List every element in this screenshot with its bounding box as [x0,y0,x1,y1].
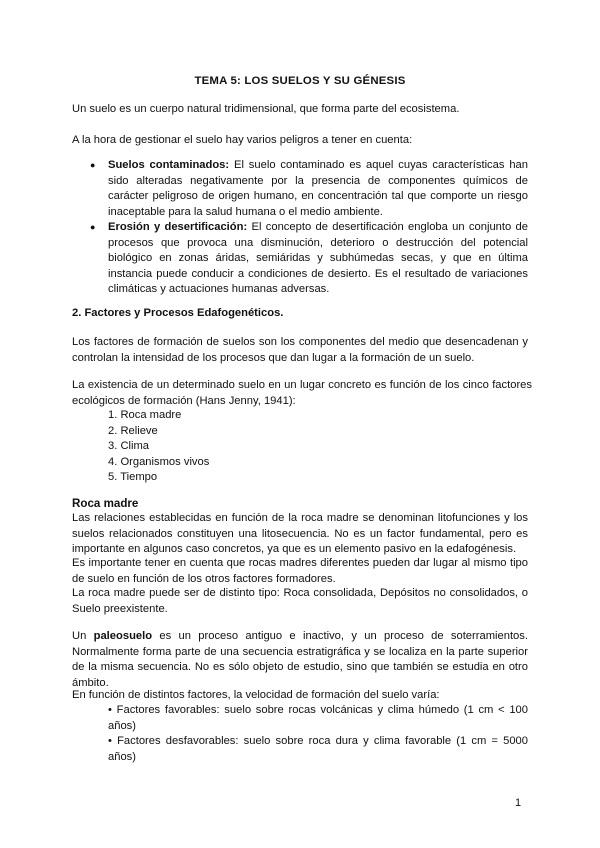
intro-paragraph-2: A la hora de gestionar el suelo hay varios peligros a tener en cuenta: [72,134,413,146]
section-2-paragraph-1: Los factores de formación de suelos son los componentes del medio que desencadenan y controlan la intensidad de los procesos que dan lugar a la formación de un suelo. [72,336,528,364]
list-item: • Factores desfavorables: suelo sobre roca dura y clima favorable (1 cm = 5000 años) [108,735,528,763]
page-number: 1 [515,797,522,809]
paleo-term: paleosuelo [93,630,153,642]
roca-paragraph-2: Es importante tener en cuenta que rocas madres diferentes pueden dar lugar al mismo tipo de suelo en función de los otros factores formadores. [72,557,528,585]
paleosuelo-paragraph [72,629,528,691]
bullet-icon: ● [90,160,96,170]
bullet-icon: ● [90,222,96,232]
intro-paragraph-1: Un suelo es un cuerpo natural tridimensional, que forma parte del ecosistema. [72,103,460,115]
list-item: 4. Organismos vivos [108,455,210,468]
factors-list [108,408,209,486]
list-item: 5. Tiempo [108,471,158,483]
list-item: 2. Relieve [108,424,158,437]
section-2-heading: 2. Factores y Procesos Edafogenéticos. [72,307,284,319]
list-item [90,220,528,298]
list-item: • Factores favorables: suelo sobre rocas volcánicas y clima húmedo (1 cm < 100 años) [108,704,528,732]
page-title: TEMA 5: LOS SUELOS Y SU GÉNESIS [194,75,406,87]
danger-text: El concepto de desertificación engloba un conjunto de procesos que provoca una disminución, deterioro o destrucción del potencial biológico en zonas áridas, semiáridas y subhúmedas secas, y que en última instancia puede conducir a condiciones de desierto. Es el resultado de variaciones climáticas y actuaciones humanas adversas. [108,221,528,295]
section-2-paragraph-2: La existencia de un determinado suelo en un lugar concreto es función de los cinco factores ecológicos de formación (Hans Jenny, 1941): [72,379,532,407]
danger-text: El suelo contaminado es aquel cuyas características han sido alteradas negativamente por la presencia de componentes químicos de carácter peligroso de origen humano, en concentración tal que comporte un riesgo inaceptable para la salud humana o el medio ambiente. [108,159,528,218]
dangers-list [90,158,528,298]
velocidad-list [108,703,528,765]
list-item [90,158,528,220]
velocidad-paragraph: En función de distintos factores, la velocidad de formación del suelo varía: [72,689,440,701]
danger-term: Suelos contaminados: [108,159,230,171]
paleo-text: es un proceso antiguo e inactivo, y un proceso de soterramientos. Normalmente forma parte de una secuencia estratigráfica y se localiza en la parte superior de la misma secuencia. No es sólo objeto de estudio, sino que también se estudia en otro ámbito. [72,630,528,689]
roca-madre-heading: Roca madre [72,497,139,510]
list-item: 3. Clima [108,440,150,452]
danger-term: Erosión y desertificación: [108,221,248,233]
roca-paragraph-3: La roca madre puede ser de distinto tipo: Roca consolidada, Depósitos no consolidados, o Suelo preexistente. [72,587,528,615]
paleo-prefix: Un [72,630,94,642]
roca-paragraph-1: Las relaciones establecidas en función de la roca madre se denominan litofunciones y los suelos relacionados constituyen una litosecuencia. No es un factor fundamental, pero es importante en algunos caso concretos, ya que es un elemento pasivo en la edafogénesis. [72,512,528,555]
list-item: 1. Roca madre [108,409,182,421]
